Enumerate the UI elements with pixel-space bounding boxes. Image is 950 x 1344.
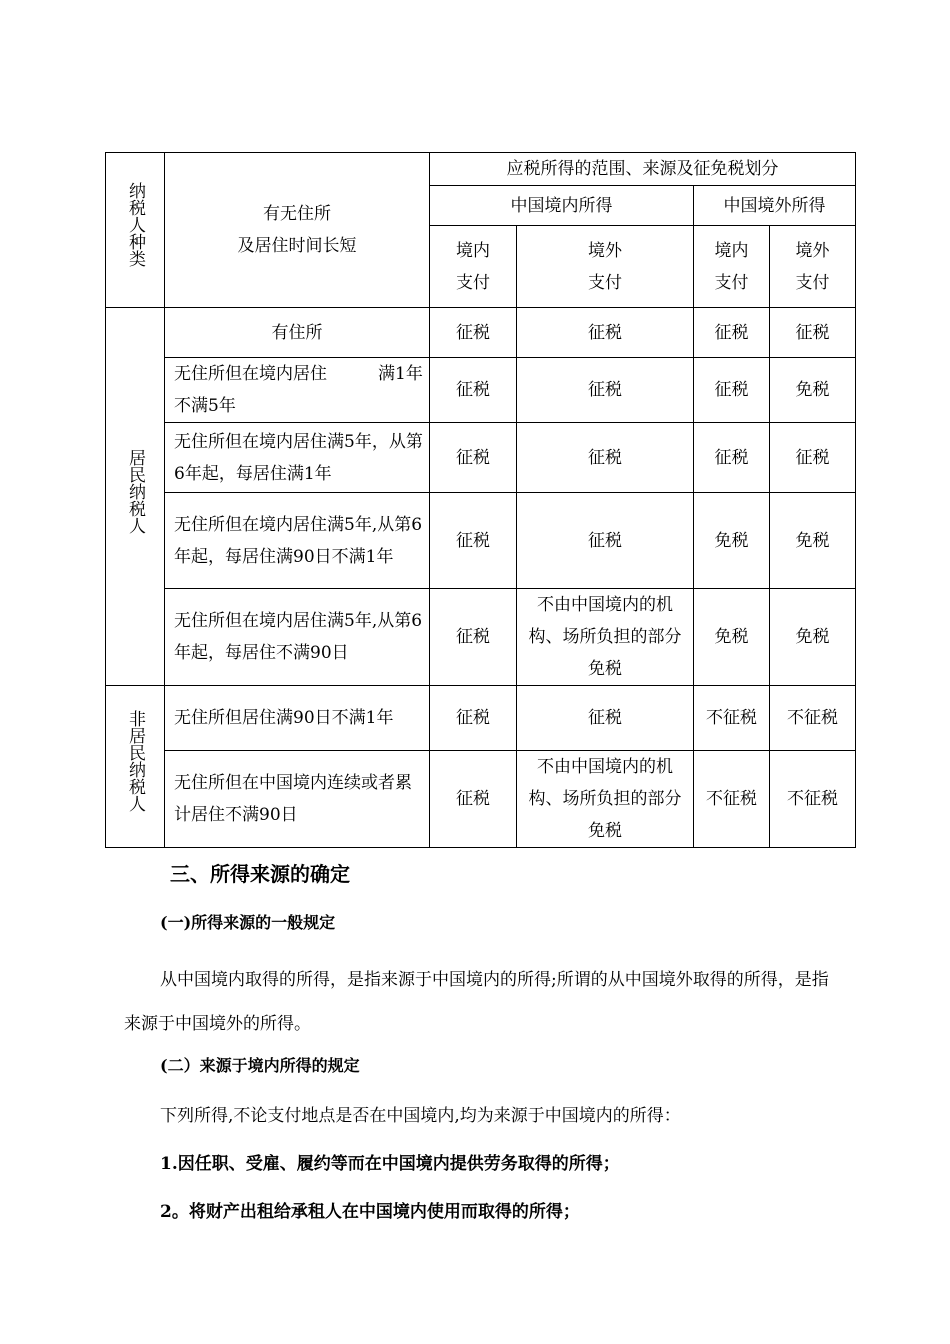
cell: 征税 xyxy=(430,686,517,751)
cell: 征税 xyxy=(694,423,770,493)
dom-pay-foreign: 境外 支付 xyxy=(517,226,694,308)
table-row xyxy=(106,589,856,686)
cell: 征税 xyxy=(770,423,856,493)
cell: 免税 xyxy=(694,493,770,589)
row-desc: 无住所但在中国境内连续或者累计居住不满90日 xyxy=(165,751,430,848)
cell: 免税 xyxy=(694,589,770,686)
cell: 征税 xyxy=(430,589,517,686)
cell: 免税 xyxy=(770,493,856,589)
table-row xyxy=(106,751,856,848)
cell: 征税 xyxy=(430,493,517,589)
cell: 征税 xyxy=(517,308,694,358)
row-desc: 无住所但在境内居住满5年,从第6年起，每居住不满90日 xyxy=(165,589,430,686)
foreign-income-header: 中国境外所得 xyxy=(694,186,856,226)
cell: 征税 xyxy=(517,423,694,493)
nonresident-label: 非居民纳税人 xyxy=(106,686,165,848)
subheading-domestic: (二）来源于境内所得的规定 xyxy=(160,1056,360,1075)
scope-header: 应税所得的范围、来源及征免税划分 xyxy=(430,153,856,186)
subheading-general: (一)所得来源的一般规定 xyxy=(160,913,336,932)
cell: 免税 xyxy=(770,589,856,686)
cell: 免税 xyxy=(770,358,856,423)
table-row xyxy=(106,308,856,358)
row-desc: 有住所 xyxy=(165,308,430,358)
paragraph-general: 从中国境内取得的所得，是指来源于中国境内的所得;所谓的从中国境外取得的所得，是指来源于中国境外的所得。 xyxy=(124,970,829,1034)
cell: 不由中国境内的机构、场所负担的部分免税 xyxy=(517,589,694,686)
dom-pay-domestic: 境内 支付 xyxy=(430,226,517,308)
row-desc: 无住所但在境内居住满5年,从第6年起，每居住满90日不满1年 xyxy=(165,493,430,589)
for-pay-domestic: 境内 支付 xyxy=(694,226,770,308)
cell: 征税 xyxy=(694,308,770,358)
cell: 不征税 xyxy=(694,686,770,751)
list-item: 2。将财产出租给承租人在中国境内使用而取得的所得； xyxy=(160,1202,580,1222)
list-item: 1.因任职、受雇、履约等而在中国境内提供劳务取得的所得； xyxy=(160,1154,620,1174)
row-desc: 无住所但在境内居住 满1年不满5年 xyxy=(165,358,430,423)
section-heading: 三、所得来源的确定 xyxy=(170,862,350,886)
cell: 不征税 xyxy=(770,686,856,751)
resident-label: 居民纳税人 xyxy=(106,308,165,686)
domestic-income-header: 中国境内所得 xyxy=(430,186,694,226)
col-residence-header: 有无住所 及居住时间长短 xyxy=(165,153,430,308)
cell: 不征税 xyxy=(770,751,856,848)
row-desc: 无住所但在境内居住满5年，从第6年起，每居住满1年 xyxy=(165,423,430,493)
cell: 征税 xyxy=(517,686,694,751)
cell: 征税 xyxy=(430,358,517,423)
cell: 征税 xyxy=(430,751,517,848)
cell: 征税 xyxy=(694,358,770,423)
table-row xyxy=(106,423,856,493)
tax-table xyxy=(105,152,856,848)
table-row xyxy=(106,686,856,751)
cell: 征税 xyxy=(430,308,517,358)
col-type-header: 纳税人种类 xyxy=(106,153,165,308)
paragraph-domestic: 下列所得,不论支付地点是否在中国境内,均为来源于中国境内的所得： xyxy=(160,1106,681,1126)
cell: 征税 xyxy=(517,358,694,423)
cell: 征税 xyxy=(517,493,694,589)
for-pay-foreign: 境外 支付 xyxy=(770,226,856,308)
cell: 征税 xyxy=(770,308,856,358)
cell: 不征税 xyxy=(694,751,770,848)
table-row xyxy=(106,493,856,589)
table-row xyxy=(106,358,856,423)
cell: 不由中国境内的机构、场所负担的部分免税 xyxy=(517,751,694,848)
cell: 征税 xyxy=(430,423,517,493)
row-desc: 无住所但居住满90日不满1年 xyxy=(165,686,430,751)
